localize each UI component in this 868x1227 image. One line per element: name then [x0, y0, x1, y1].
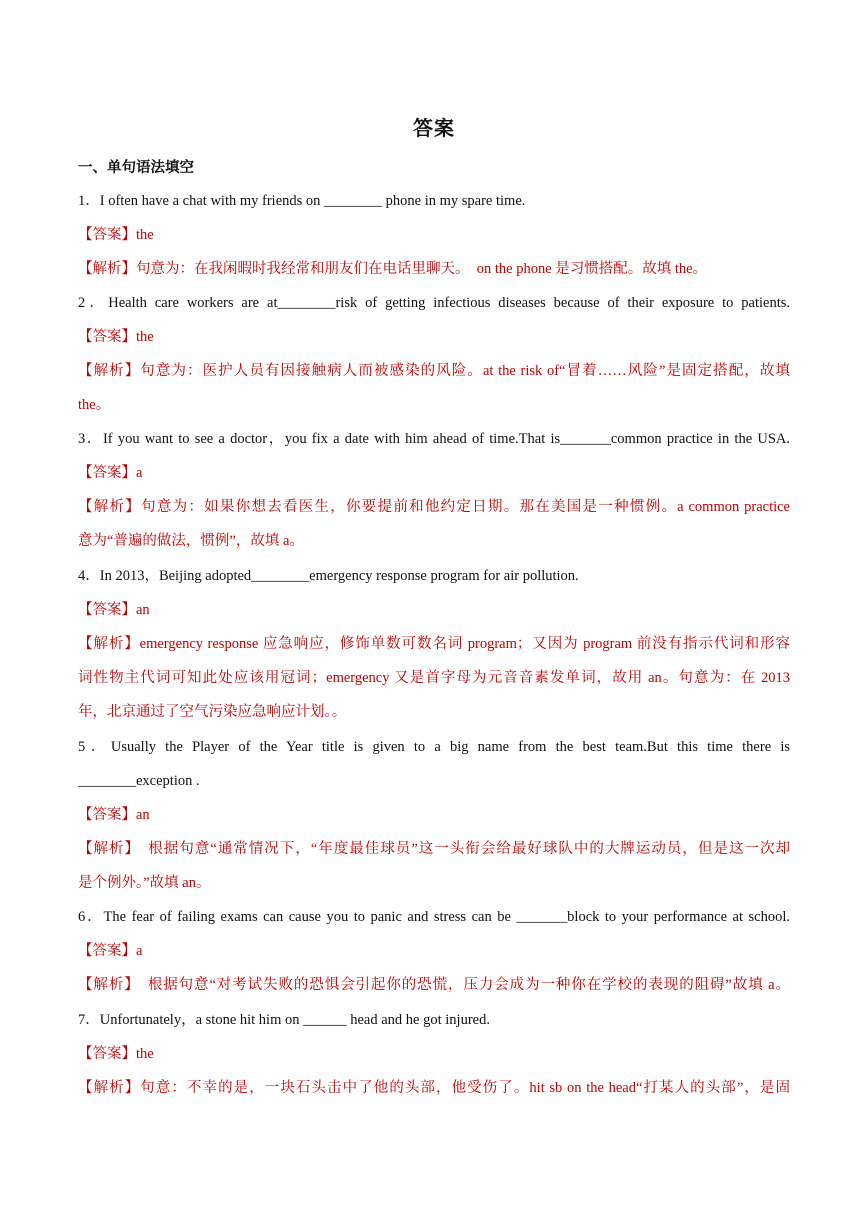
answer-5: 【答案】an: [78, 807, 150, 823]
analysis-7-line-1: 【解析】句意：不幸的是，一块石头击中了他的头部，他受伤了。hit sb on the head“打某人的头部”，是固: [78, 1080, 790, 1096]
analysis-2-line-2: the。: [78, 397, 111, 413]
answer-2: 【答案】the: [78, 329, 154, 345]
analysis-3-line-1: 【解析】句意为：如果你想去看医生，你要提前和他约定日期。那在美国是一种惯例。a common practice: [78, 499, 790, 515]
analysis-5-line-1: 【解析】 根据句意“通常情况下，“年度最佳球员”这一头衔会给最好球队中的大牌运动员，但是这一次却: [78, 841, 790, 857]
analysis-1-line-1: 【解析】句意为：在我闲暇时我经常和朋友们在电话里聊天。 on the phone 是习惯搭配。故填 the。: [78, 261, 708, 277]
answer-1: 【答案】the: [78, 227, 154, 243]
analysis-4-line-2: 词性物主代词可知此处应该用冠词；emergency 又是首字母为元音音素发单词，故用 an。句意为：在 2013: [78, 670, 790, 686]
question-7: 7．Unfortunately，a stone hit him on ______ head and he got injured.: [78, 1012, 490, 1028]
question-2: 2．Health care workers are at________risk of getting infectious diseases because of their exposure to patients.: [78, 295, 790, 311]
analysis-6-line-1: 【解析】 根据句意“对考试失败的恐惧会引起你的恐慌，压力会成为一种你在学校的表现的阻碍”故填 a。: [78, 977, 790, 993]
analysis-5-line-2: 是个例外。”故填 an。: [78, 875, 211, 891]
answer-3: 【答案】a: [78, 465, 143, 481]
question-1: 1．I often have a chat with my friends on ________ phone in my spare time.: [78, 193, 526, 209]
answer-7: 【答案】the: [78, 1046, 154, 1062]
answer-6: 【答案】a: [78, 943, 143, 959]
question-6: 6．The fear of failing exams can cause you to panic and stress can be _______block to your performance at school.: [78, 909, 790, 925]
question-5-line-2: ________exception .: [78, 773, 200, 789]
answer-4: 【答案】an: [78, 602, 150, 618]
page-title: 答案: [413, 116, 455, 140]
question-3: 3．If you want to see a doctor，you fix a date with him ahead of time.That is_______common practice in the USA.: [78, 431, 790, 447]
analysis-3-line-2: 意为“普遍的做法，惯例”，故填 a。: [78, 533, 304, 549]
analysis-2-line-1: 【解析】句意为：医护人员有因接触病人而被感染的风险。at the risk of“冒着……风险”是固定搭配，故填: [78, 363, 790, 379]
question-5-line-1: 5．Usually the Player of the Year title is given to a big name from the best team.But this time there is: [78, 739, 790, 755]
analysis-4-line-1: 【解析】emergency response 应急响应，修饰单数可数名词 program；又因为 program 前没有指示代词和形容: [78, 636, 790, 652]
section-title: 一、单句语法填空: [78, 160, 194, 176]
analysis-4-line-3: 年，北京通过了空气污染应急响应计划。。: [78, 704, 347, 720]
question-4: 4．In 2013，Beijing adopted________emergency response program for air pollution.: [78, 568, 579, 584]
